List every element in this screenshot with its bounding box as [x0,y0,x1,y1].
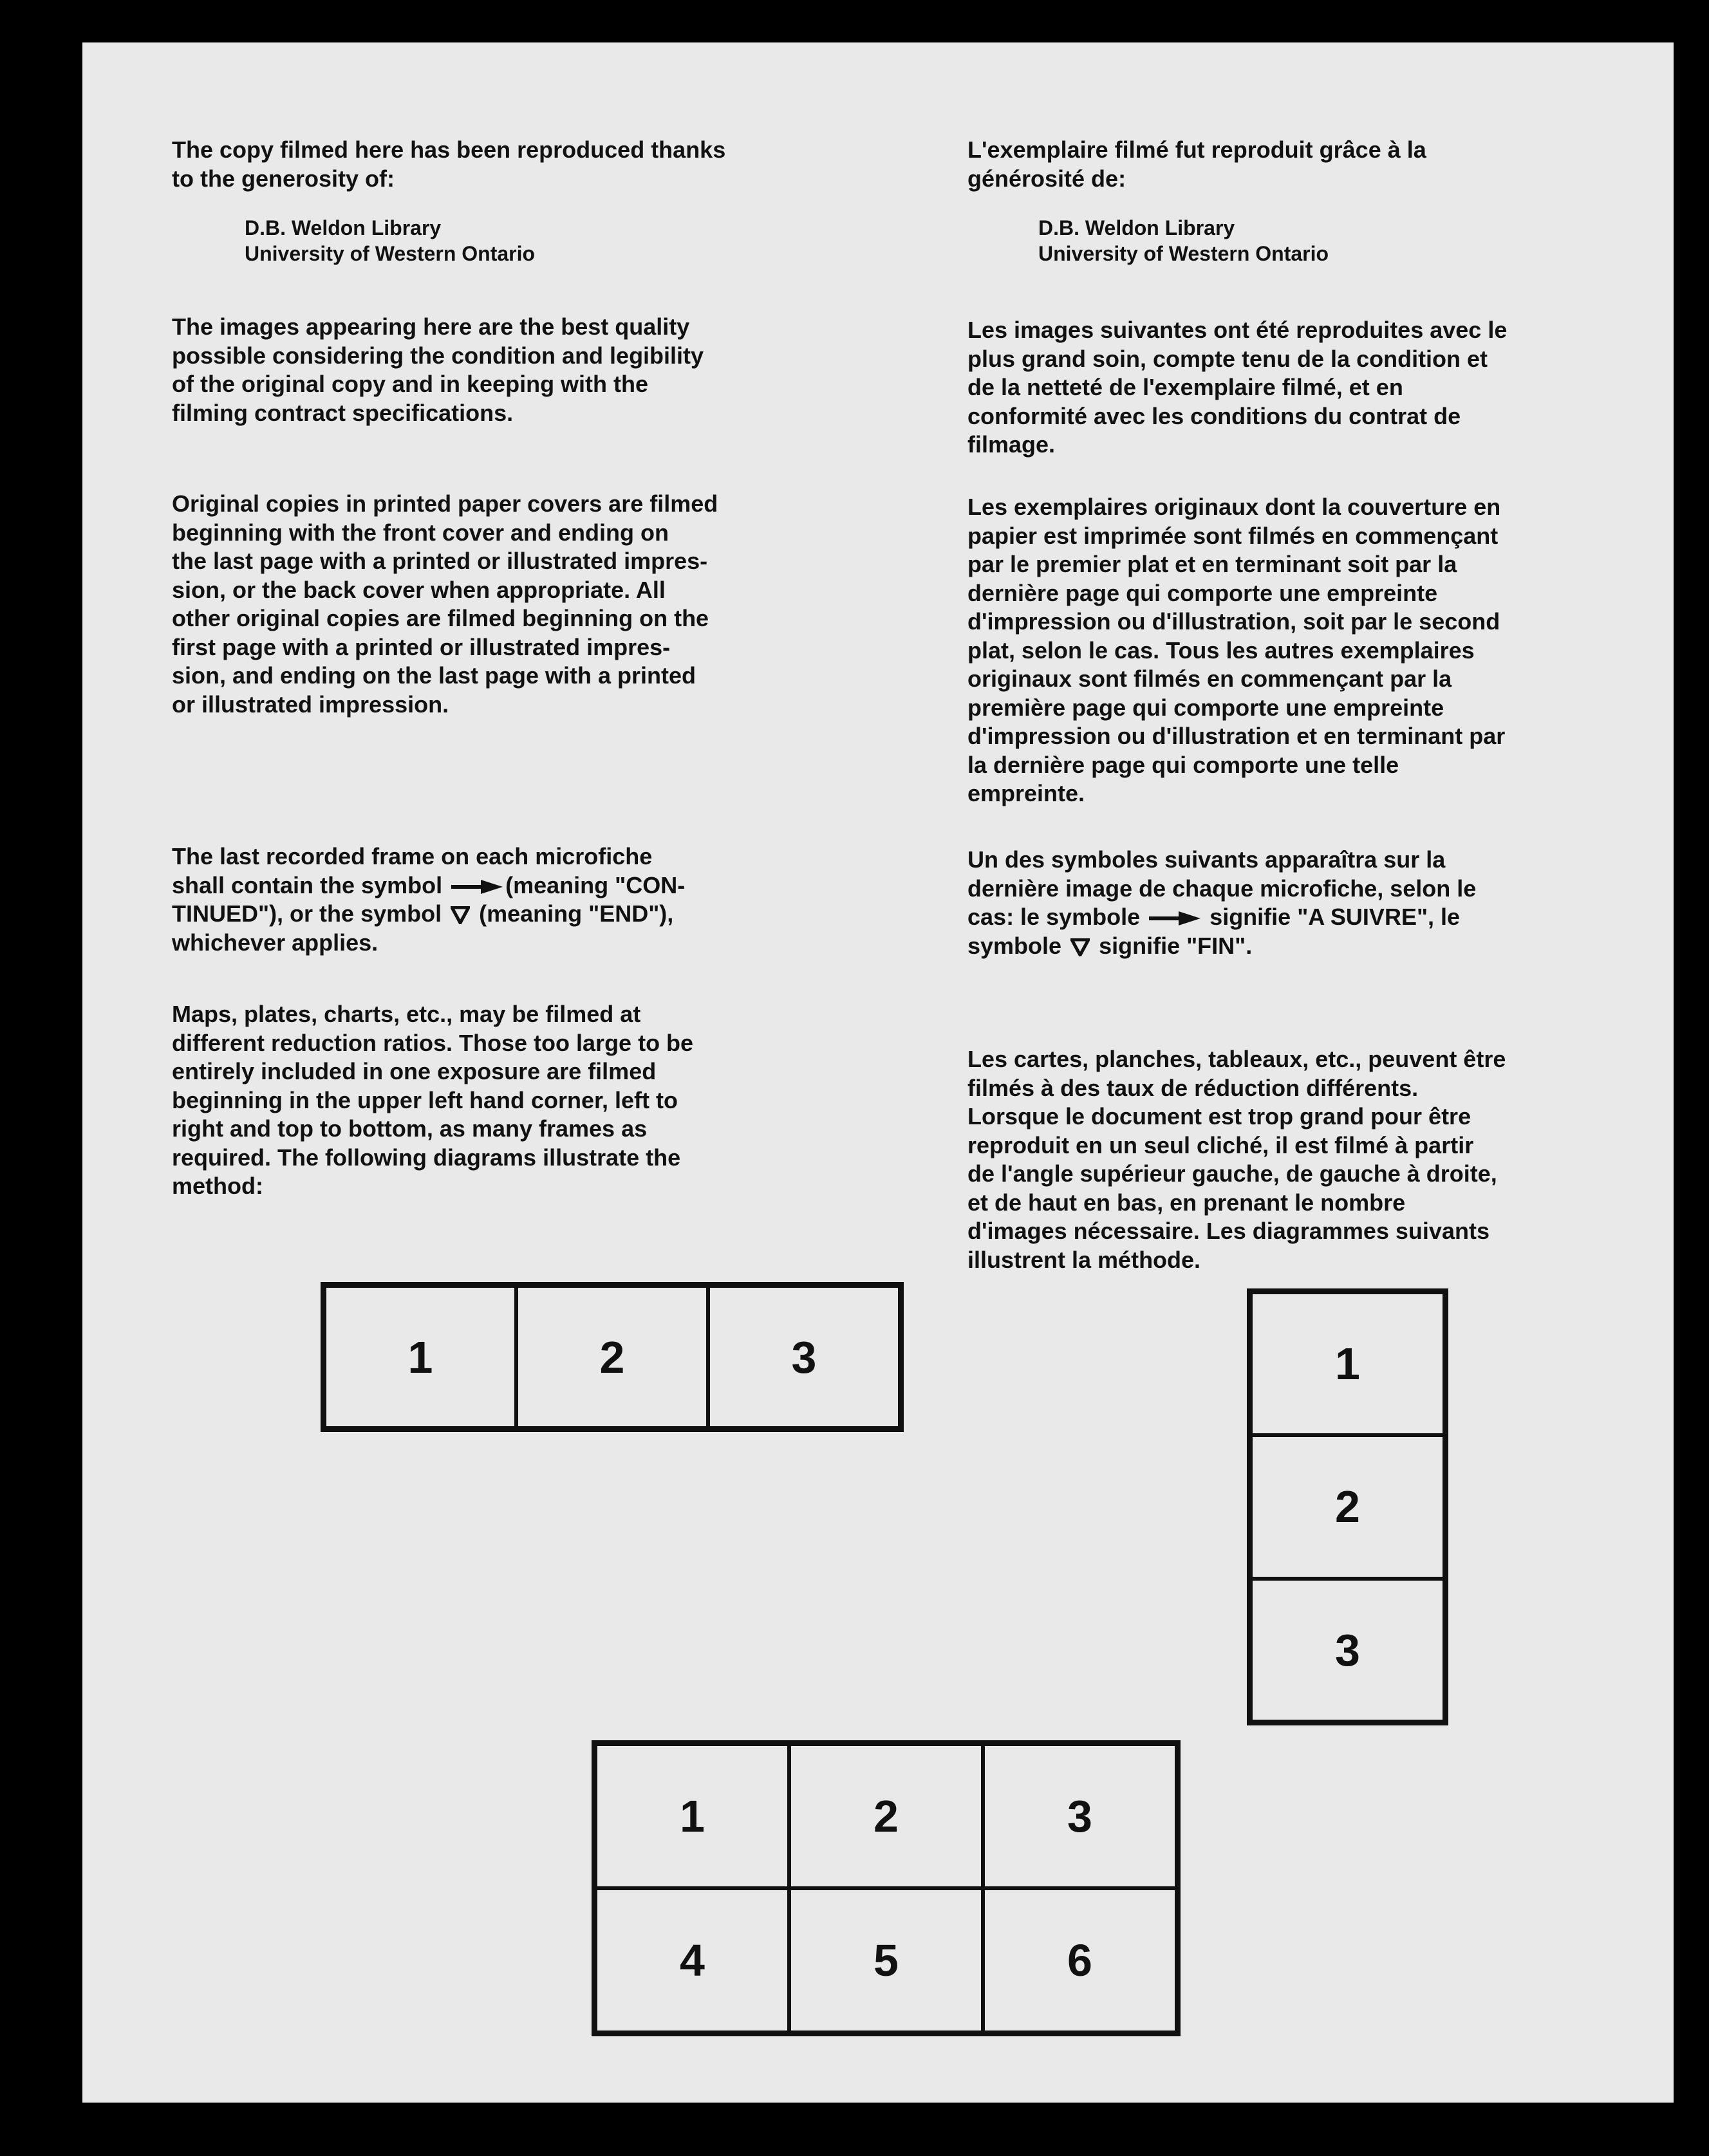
vertical-frame-2: 2 [1251,1435,1444,1578]
english-symbols-part1: The last recorded frame on each microfiche shall contain the symbol [172,843,653,898]
english-quality-block [172,313,822,427]
continued-arrow-icon [1149,911,1200,925]
english-maps-block [172,1000,822,1201]
french-quality: Les images suivantes ont été reproduites avec le plus grand soin, compte tenu de la condition et de la netteté de l'exemplaire filmé, et en conformité avec les conditions du contrat de filmage. [967,317,1508,458]
grid-diagram [592,1740,1181,2036]
end-triangle-icon [451,906,470,924]
grid-frame-2: 2 [789,1744,983,1888]
horizontal-frame-2: 2 [516,1286,708,1428]
vertical-frame-1: 1 [1251,1292,1444,1435]
grid-frame-3: 3 [983,1744,1177,1888]
english-thanks: The copy filmed here has been reproduced thanks to the generosity of: [172,136,726,192]
french-symbols-part1: Un des symboles suivants apparaîtra sur la dernière image de chaque microfiche, selon le cas: le symbole [967,846,1477,930]
grid-frame-1: 1 [595,1744,789,1888]
continued-arrow-icon [451,880,503,894]
english-symbols-part2: (meaning "CON- TINUED"), or the symbol [172,871,686,927]
english-symbols-part3: (meaning "END"), whichever applies. [172,900,674,956]
english-symbols [172,842,822,957]
french-thanks: L'exemplaire filmé fut reproduit grâce à la générosité de: [967,136,1426,192]
grid-frame-4: 4 [595,1888,789,2032]
french-library: D.B. Weldon Library University of Western Ontario [1038,216,1329,265]
horizontal-frame-3: 3 [708,1286,900,1428]
english-maps: Maps, plates, charts, etc., may be filmed at different reduction ratios. Those too large to be entirely included in one exposure are filmed beginning in the upper left hand corner, left to right and top to bottom, as many frames as required. The following diagrams illustrate the method: [172,1001,694,1199]
horizontal-diagram [321,1282,904,1432]
document-sheet [82,42,1674,2103]
french-column [967,136,1656,193]
end-triangle-icon [1070,938,1090,956]
french-symbols-part3: signifie "FIN". [1099,932,1253,959]
horizontal-frame-1: 1 [324,1286,516,1428]
french-maps: Les cartes, planches, tableaux, etc., peuvent être filmés à des taux de réduction différents. Lorsque le document est trop grand pour être reproduit en un seul cliché, il est filmé à partir de l'angle supérieur gauche, de gauche à droite, et de haut en bas, en prenant le nombre d'images nécessaire. Les diagrammes suivants illustrent la méthode. [967,1046,1506,1273]
french-maps-block [967,1045,1656,1274]
english-column [172,136,822,193]
vertical-diagram [1247,1288,1448,1725]
french-originals: Les exemplaires originaux dont la couverture en papier est imprimée sont filmés en commençant par le premier plat et en terminant soit par la dernière page qui comporte une empreinte d'impression ou d'illustration, soit par le second plat, selon le cas. Tous les autres exemplaires originaux sont filmés en commençant par la première page qui comporte une empreinte d'impression ou d'illustration et en terminant par la dernière page qui comporte une telle empreinte. [967,494,1506,806]
grid-frame-5: 5 [789,1888,983,2032]
english-originals-block [172,490,822,719]
grid-frame-6: 6 [983,1888,1177,2032]
english-symbols-block [172,842,822,957]
french-symbols-part2: signifie "A SUIVRE", le symbole [967,904,1461,959]
english-originals: Original copies in printed paper covers are filmed beginning with the front cover and ending on the last page with a printed or illustrated impres- sion, or the back cover when appropriate. All other original copies are filmed beginning on the first page with a printed or illustrated impres- sion, and ending on the last page with a printed or illustrated impression. [172,490,718,718]
french-quality-block [967,316,1656,460]
english-library: D.B. Weldon Library University of Western Ontario [245,216,536,265]
french-originals-block [967,493,1656,808]
french-symbols-block [967,846,1656,960]
english-quality: The images appearing here are the best quality possible considering the condition and legibility of the original copy and in keeping with the filming contract specifications. [172,313,704,426]
french-symbols [967,846,1656,960]
vertical-frame-3: 3 [1251,1579,1444,1722]
